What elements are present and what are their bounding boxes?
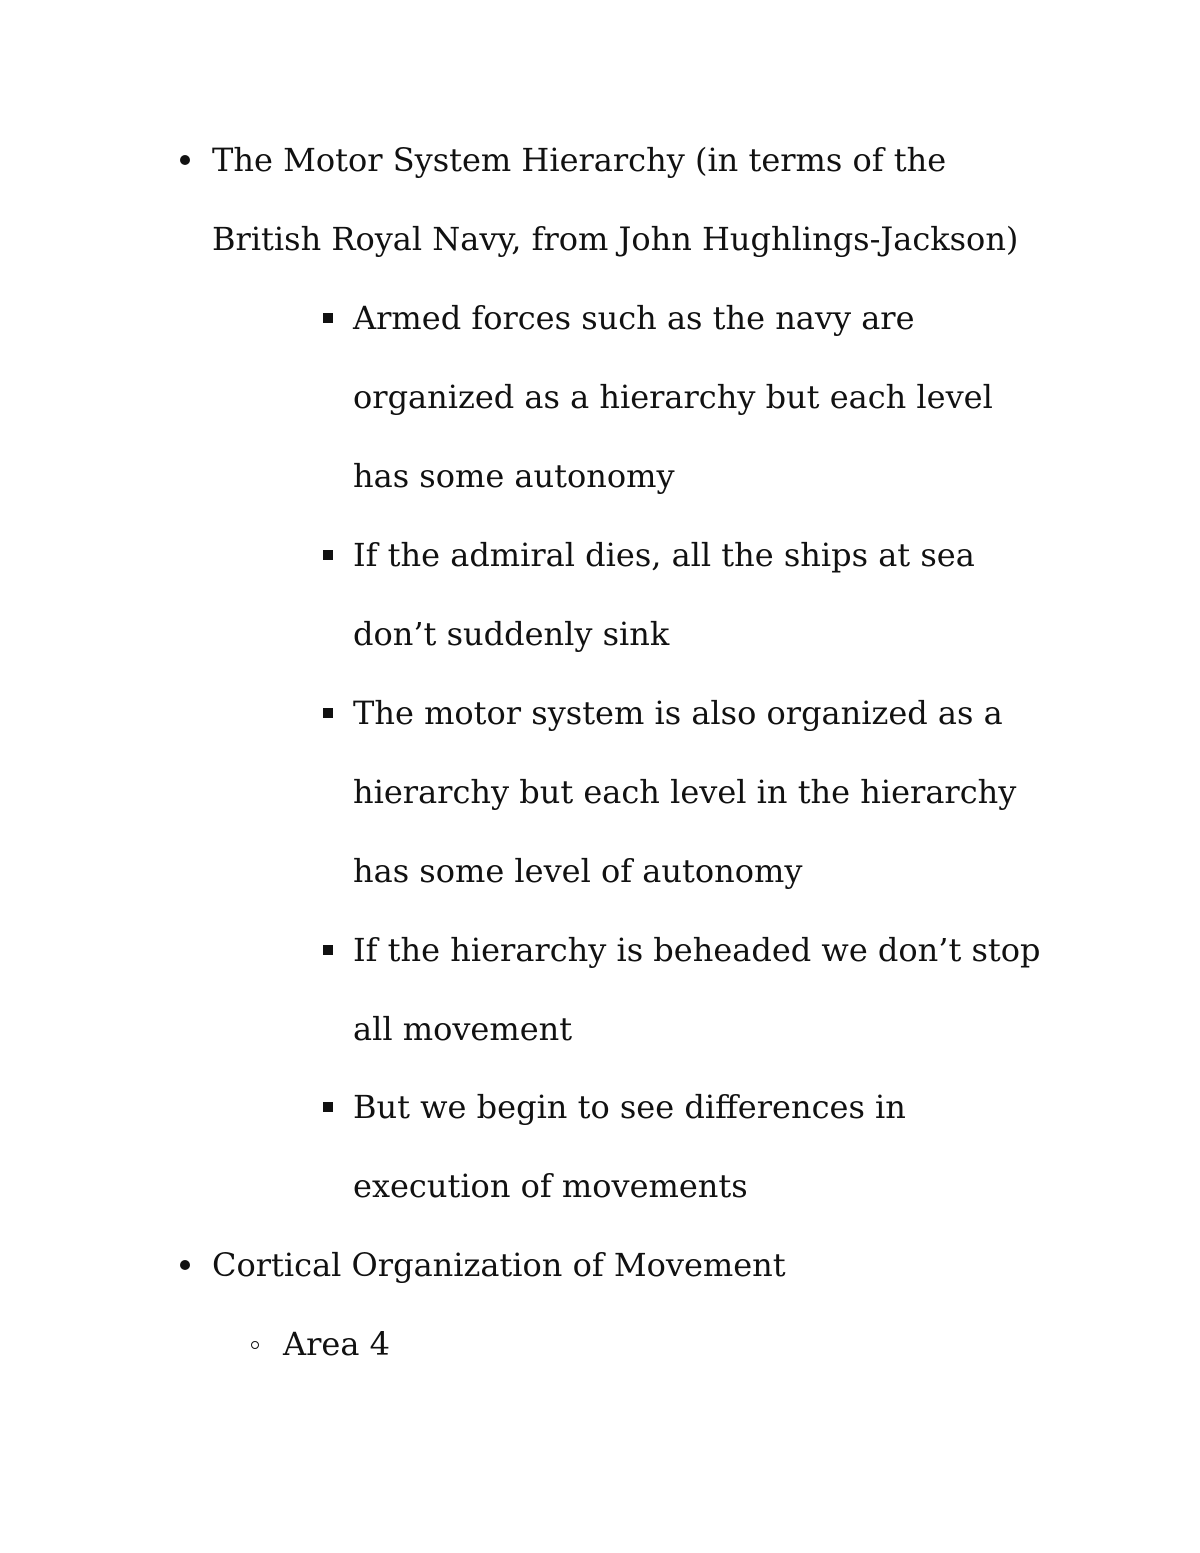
list-item-admiral bbox=[353, 516, 1053, 674]
list-item-execution-differences bbox=[353, 1068, 1053, 1226]
list-item-armed-forces bbox=[353, 279, 1053, 516]
list-item-motor-system-hierarchy bbox=[212, 121, 1042, 279]
list-item-text: But we begin to see differences in execution of movements bbox=[353, 1088, 906, 1205]
list-item-area-4 bbox=[283, 1305, 883, 1384]
list-item-text: If the admiral dies, all the ships at sea don’t suddenly sink bbox=[353, 536, 975, 653]
square-bullet-icon bbox=[323, 945, 333, 955]
list-item-motor-system-organized bbox=[353, 674, 1053, 911]
disc-bullet-icon bbox=[180, 155, 190, 165]
list-item-cortical-organization bbox=[212, 1226, 1042, 1305]
square-bullet-icon bbox=[323, 708, 333, 718]
square-bullet-icon bbox=[323, 550, 333, 560]
list-item-text: Armed forces such as the navy are organized as a hierarchy but each level has some autonomy bbox=[353, 299, 993, 495]
disc-bullet-icon bbox=[180, 1260, 190, 1270]
list-item-text: The Motor System Hierarchy (in terms of the British Royal Navy, from John Hughlings-Jackson) bbox=[212, 141, 1019, 258]
square-bullet-icon bbox=[323, 1102, 333, 1112]
list-item-text: Area 4 bbox=[283, 1325, 390, 1363]
list-item-text: The motor system is also organized as a hierarchy but each level in the hierarchy has some level of autonomy bbox=[353, 694, 1017, 890]
square-bullet-icon bbox=[323, 313, 333, 323]
list-item-text: If the hierarchy is beheaded we don’t stop all movement bbox=[353, 931, 1041, 1048]
circle-bullet-icon bbox=[251, 1341, 259, 1349]
list-item-hierarchy-beheaded bbox=[353, 911, 1053, 1069]
list-item-text: Cortical Organization of Movement bbox=[212, 1246, 786, 1284]
